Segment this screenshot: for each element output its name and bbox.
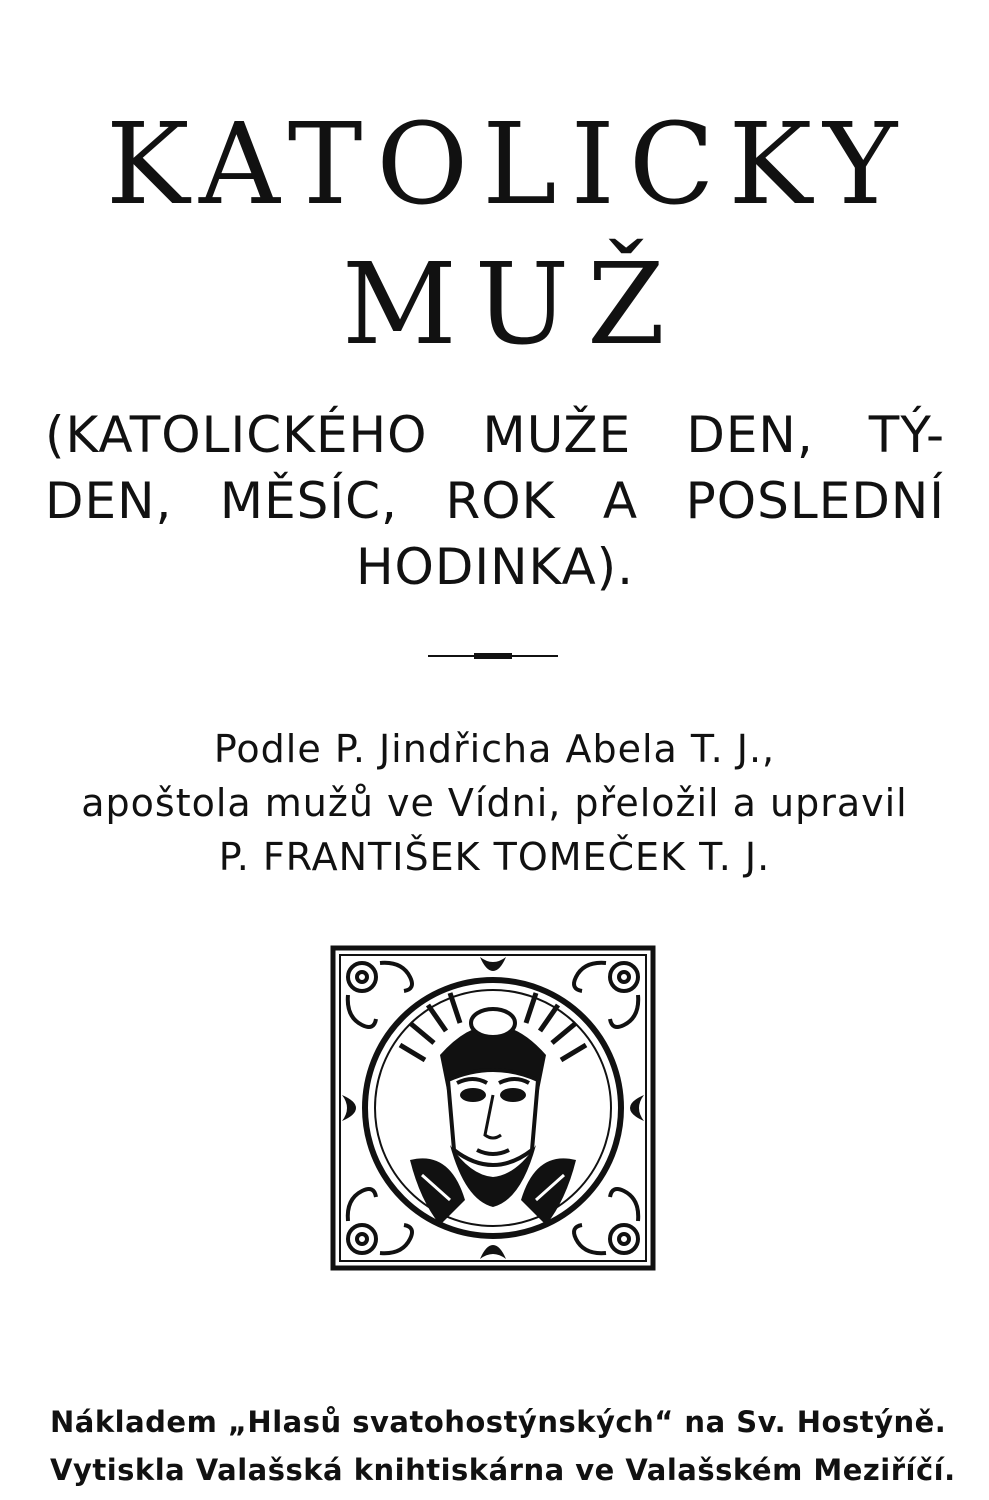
subtitle-line-1: (KATOLICKÉHO MUŽE DEN, TÝ- [45, 406, 945, 464]
author-line-2: apoštola mužů ve Vídni, přeložil a upravil [81, 781, 908, 825]
author-line-1: Podle P. Jindřicha Abela T. J., [213, 727, 776, 771]
subtitle-line-2: DEN, MĚSÍC, ROK A POSLEDNÍ [45, 472, 945, 530]
author-line-3: P. FRANTIŠEK TOMEČEK T. J. [218, 835, 771, 879]
book-subtitle [45, 402, 945, 600]
christ-head-ornament-icon [330, 945, 656, 1271]
book-title-line-2: MUŽ [342, 240, 683, 370]
ornamental-divider [428, 654, 558, 658]
book-title-line-1: KATOLICKY [105, 100, 912, 230]
author-credits [40, 722, 949, 884]
subtitle-line-3: HODINKA). [355, 538, 635, 596]
publisher-imprint [50, 1398, 956, 1494]
publisher-line-1: Nákladem „Hlasů svatohostýnských“ na Sv. Hostýně. [50, 1405, 947, 1439]
divider-center-bar [474, 653, 512, 659]
publisher-line-2: Vytiskla Valašská knihtiskárna ve Valašském Meziříčí. [50, 1453, 956, 1487]
